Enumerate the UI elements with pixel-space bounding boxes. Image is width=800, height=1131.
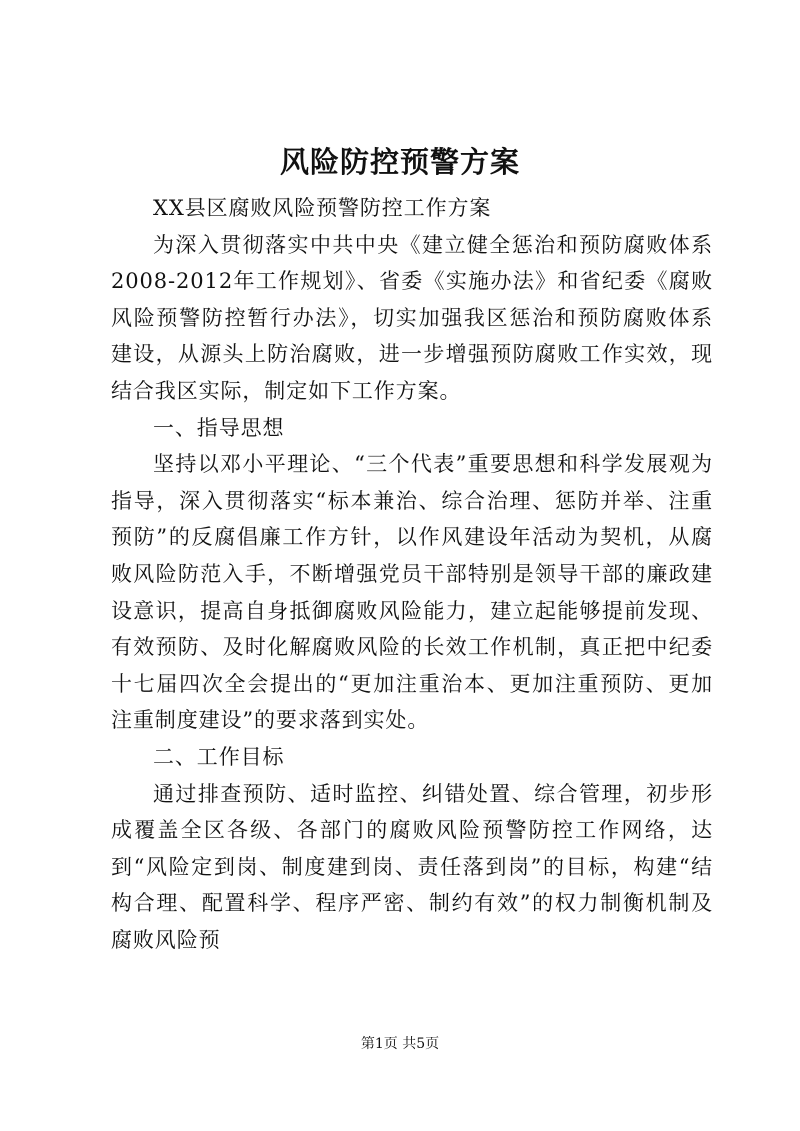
document-title: 风险防控预警方案 [279,145,520,179]
document-body [111,190,713,958]
page-number-footer: 第1页 共5页 [360,1036,440,1052]
section-heading-guiding-ideology: 一、指导思想 [153,415,285,440]
section-heading-work-goals: 二、工作目标 [153,744,285,769]
paragraph-subtitle: XX县区腐败风险预警防控工作方案 [153,196,492,220]
paragraph-guiding-ideology: 坚持以邓小平理论、“三个代表”重要思想和科学发展观为指导，深入贯彻落实“标本兼治、综合治理、惩防并举、注重预防”的反腐倡廉工作方针，以作风建设年活动为契机，从腐败风险防范入手，不断增强党员干部特别是领导干部的廉政建设意识，提高自身抵御腐败风险能力，建立起能够提前发现、有效预防、及时化解腐败风险的长效工作机制，真正把中纪委十七届四次全会提出的“更加注重治本、更加注重预防、更加注重制度建设”的要求落到实处。 [111,452,713,733]
paragraph-intro: 为深入贯彻落实中共中央《建立健全惩治和预防腐败体系2008-2012年工作规划》、省委《实施办法》和省纪委《腐败风险预警防控暂行办法》，切实加强我区惩治和预防腐败体系建设，从源头上防治腐败，进一步增强预防腐败工作实效，现结合我区实际，制定如下工作方案。 [111,232,713,403]
paragraph-work-goals: 通过排查预防、适时监控、纠错处置、综合管理，初步形成覆盖全区各级、各部门的腐败风险预警防控工作网络，达到“风险定到岗、制度建到岗、责任落到岗”的目标，构建“结构合理、配置科学、程序严密、制约有效”的权力制衡机制及腐败风险预 [111,781,713,952]
